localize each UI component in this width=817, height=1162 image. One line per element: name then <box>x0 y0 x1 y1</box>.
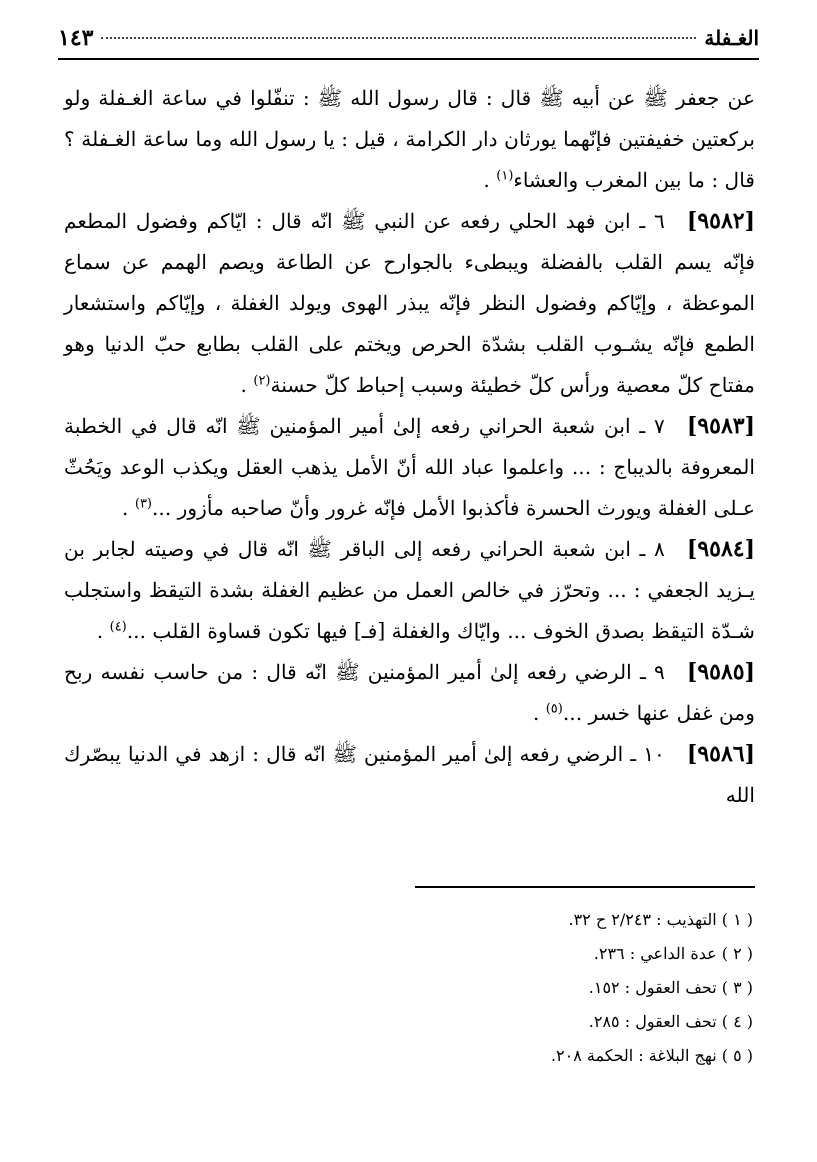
footnote-ref: (٥) <box>545 701 563 717</box>
hadith-paragraph <box>64 734 755 816</box>
footnote: ( ١ ) التهذيب : ٢/٢٤٣ ح ٣٢. <box>568 910 753 929</box>
paragraph-end: . <box>96 619 110 643</box>
paragraph-end: . <box>532 701 546 725</box>
hadith-paragraph <box>64 652 755 734</box>
footnote-separator <box>415 886 755 888</box>
footnote: ( ٣ ) تحف العقول : ١٥٢. <box>588 978 753 997</box>
hadith-number: [٩٥٨٤] <box>686 536 755 562</box>
page-number: ١٤٣ <box>58 25 94 51</box>
header-dot-leader <box>101 37 696 39</box>
footnote-ref: (٢) <box>253 373 271 389</box>
footnote-ref: (٤) <box>109 619 127 635</box>
footnote: ( ٢ ) عدة الداعي : ٢٣٦. <box>593 944 753 963</box>
hadith-number: [٩٥٨٣] <box>686 413 755 439</box>
paragraph-end: . <box>122 496 135 520</box>
paragraph-text: ٩ ـ الرضي رفعه إلىٰ أمير المؤمنين ﷺ انّه قال : من حاسب نفسه ربح ومن غفل عنها خسر ... <box>64 660 755 725</box>
main-text <box>64 78 755 816</box>
paragraph-end: . <box>483 168 497 192</box>
hadith-paragraph <box>64 201 755 406</box>
footnotes <box>153 903 753 1073</box>
paragraph-end: . <box>240 373 254 397</box>
paragraph-continuation <box>64 78 755 201</box>
hadith-number: [٩٥٨٥] <box>686 659 755 685</box>
footnote: ( ٤ ) تحف العقول : ٢٨٥. <box>588 1012 753 1031</box>
hadith-number: [٩٥٨٢] <box>686 208 755 234</box>
footnote-ref: (١) <box>496 168 514 184</box>
paragraph-text: ٧ ـ ابن شعبة الحراني رفعه إلىٰ أمير المؤمنين ﷺ انّه قال في الخطبة المعروفة بالديباج : ... واعلموا عباد الله أنّ الأمل يذهب العقل ويكذب الوعد ويَحُثّ عـلى الغفلة ويورث الحسرة فأكذبوا الأمل فإنّه غرور وأنّ صاحبه مأزور ... <box>64 414 755 520</box>
hadith-number: [٩٥٨٦] <box>686 741 755 767</box>
paragraph-text: عن جعفر ﷺ عن أبيه ﷺ قال : قال رسول الله ﷺ : تنفّلوا في ساعة الغـفلة ولو بركعتين خفيفتين فإنّهما يورثان دار الكرامة ، قيل : يا رسول الله وما ساعة الغـفلة ؟ قال : ما بين المغرب والعشاء <box>64 86 755 192</box>
running-title: الغـفلة <box>704 26 759 50</box>
footnote-ref: (٣) <box>134 496 152 512</box>
hadith-paragraph <box>64 529 755 652</box>
paragraph-text: ٦ ـ ابن فهد الحلي رفعه عن النبي ﷺ انّه قال : ايّاكم وفضول المطعم فإنّه يسم القلب بالفضلة ويبطىء بالجوارح عن الطاعة ويصم الهمم عن سماع الموعظة ، وإيّاكم وفضول النظر فإنّه يبذر الهوى ويولد الغفلة ، وإيّاكم واستشعار الطمع فإنّه يشـوب القلب بشدّة الحرص ويختم على القلب بطابع حبّ الدنيا وهو مفتاح كلّ معصية ورأس كلّ خطيئة وسبب إحباط كلّ حسنة <box>64 209 755 397</box>
paragraph-text: ١٠ ـ الرضي رفعه إلىٰ أمير المؤمنين ﷺ انّه قال : ازهد في الدنيا يبصّرك الله <box>64 742 755 807</box>
hadith-paragraph <box>64 406 755 529</box>
paragraph-text: ٨ ـ ابن شعبة الحراني رفعه إلى الباقر ﷺ انّه قال في وصيته لجابر بن يـزيد الجعفي : ... وتحرّز في خالص العمل من عظيم الغفلة بشدة التيقظ واستجلب شـدّة التيقظ بصدق الخوف ... وايّاك والغفلة [فـ] فيها تكون قساوة القلب ... <box>64 537 755 643</box>
footnote: ( ٥ ) نهج البلاغة : الحكمة ٢٠٨. <box>550 1046 753 1065</box>
page-header <box>58 18 759 60</box>
